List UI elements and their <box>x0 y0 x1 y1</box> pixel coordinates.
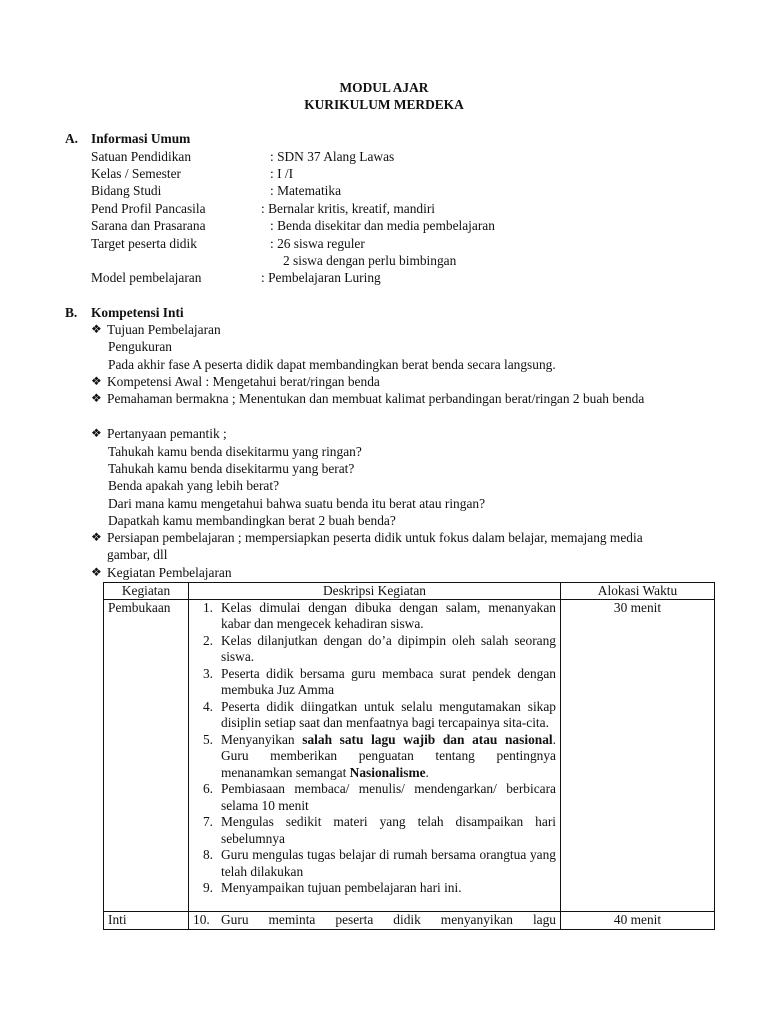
bullet-text: Persiapan pembelajaran ; mempersiapkan peserta didik untuk fokus dalam belajar, memajang media gambar, dll <box>107 530 643 563</box>
step-number: 7. <box>202 814 213 830</box>
step-text: Guru mengulas tugas belajar di rumah bersama orangtua yang telah dilakukan <box>221 847 556 879</box>
info-value: : I /I <box>270 166 294 181</box>
section-a-heading <box>65 130 190 147</box>
info-row-model <box>91 269 691 286</box>
step-text: Guru meminta peserta didik menyanyikan lagu <box>221 912 556 928</box>
info-label: Kelas / Semester <box>91 166 181 181</box>
section-a-letter: A. <box>65 131 79 146</box>
question-item: Benda apakah yang lebih berat? <box>108 478 280 493</box>
info-row-kelas <box>91 165 691 182</box>
step-text: Pembiasaan membaca/ menulis/ mendengarkan/ berbicara selama 10 menit <box>221 781 556 813</box>
step-item <box>193 633 556 665</box>
bullet-tujuan <box>91 321 691 338</box>
step-text: Mengulas sedikit materi yang telah disampaikan hari sebelumnya <box>221 814 556 846</box>
header-deskripsi: Deskripsi Kegiatan <box>189 583 561 600</box>
step-number: 2. <box>202 633 213 649</box>
step-text: Peserta didik diingatkan untuk selalu mengutamakan sikap disiplin setiap saat dan menfaatnya bagi tercapainya sita-cita. <box>221 699 556 731</box>
info-value: : Bernalar kritis, kreatif, mandiri <box>261 201 436 216</box>
step-item <box>193 732 556 781</box>
info-label: Sarana dan Prasarana <box>91 218 206 233</box>
step-number: 1. <box>202 600 213 616</box>
diamond-bullet-icon: ❖ <box>91 374 102 388</box>
step-item <box>193 814 556 846</box>
cell-alokasi: 40 menit <box>561 912 715 930</box>
step-item <box>193 880 556 896</box>
section-b-letter: B. <box>65 305 78 320</box>
info-row-sarana <box>91 217 691 234</box>
info-value: : Benda disekitar dan media pembelajaran <box>270 218 495 233</box>
section-b-title: Kompetensi Inti <box>91 305 184 320</box>
info-label: Model pembelajaran <box>91 270 202 285</box>
step-text: Kelas dimulai dengan dibuka dengan salam, menanyakan kabar dan mengecek kehadiran siswa. <box>221 600 556 632</box>
bullet-text: Pemahaman bermakna ; Menentukan dan membuat kalimat perbandingan berat/ringan 2 buah benda <box>107 391 645 406</box>
info-label: Target peserta didik <box>91 236 197 251</box>
info-value: : Matematika <box>270 183 342 198</box>
bullet-kegiatan <box>91 564 691 581</box>
bullet-pertanyaan <box>91 425 691 442</box>
step-number: 3. <box>202 666 213 682</box>
bullet-text: Tujuan Pembelajaran <box>107 322 221 337</box>
step-number: 10. <box>193 912 210 928</box>
bullet-kompetensi-awal <box>91 373 691 390</box>
question-item: Tahukah kamu benda disekitarmu yang ringan? <box>108 444 362 459</box>
info-value: : Pembelajaran Luring <box>261 270 381 285</box>
step-number: 8. <box>202 847 213 863</box>
cell-deskripsi <box>189 600 561 912</box>
info-row-profil <box>91 200 691 217</box>
step-item <box>193 781 556 813</box>
cell-kegiatan: Inti <box>104 912 189 930</box>
step-item <box>193 699 556 731</box>
step-text-bold: salah satu lagu wajib dan atau nasional <box>302 732 553 748</box>
header-alokasi: Alokasi Waktu <box>561 583 715 600</box>
section-a-title: Informasi Umum <box>91 131 191 146</box>
cell-deskripsi <box>189 912 561 930</box>
info-label: Satuan Pendidikan <box>91 149 192 164</box>
step-item <box>193 600 556 632</box>
cell-alokasi: 30 menit <box>561 600 715 912</box>
doc-subtitle: KURIKULUM MERDEKA <box>304 97 464 112</box>
info-value: : SDN 37 Alang Lawas <box>270 149 395 164</box>
step-item <box>193 666 556 698</box>
table-row-pembukaan <box>104 600 715 912</box>
info-value: : 26 siswa reguler <box>270 236 365 251</box>
step-text: Kelas dilanjutkan dengan do’a dipimpin oleh salah seorang siswa. <box>221 633 556 665</box>
step-list <box>193 912 556 928</box>
step-item <box>193 912 556 928</box>
cell-kegiatan: Pembukaan <box>104 600 189 912</box>
diamond-bullet-icon: ❖ <box>91 322 102 336</box>
step-number: 5. <box>202 732 213 748</box>
bullet-text: Kegiatan Pembelajaran <box>107 565 232 580</box>
question-item: Dari mana kamu mengetahui bahwa suatu benda itu berat atau ringan? <box>108 496 486 511</box>
step-text-mid: . Guru memberikan penguatan tentang pentingnya menanamkan semangat <box>221 732 556 780</box>
diamond-bullet-icon: ❖ <box>91 530 102 544</box>
bullet-text: Kompetensi Awal : Mengetahui berat/ringan benda <box>107 374 380 389</box>
info-row-target <box>91 235 691 252</box>
info-label: Pend Profil Pancasila <box>91 201 206 216</box>
tujuan-sub-heading: Pengukuran <box>108 339 172 354</box>
step-number: 6. <box>202 781 213 797</box>
question-item: Tahukah kamu benda disekitarmu yang berat? <box>108 461 355 476</box>
tujuan-description: Pada akhir fase A peserta didik dapat membandingkan berat benda secara langsung. <box>108 357 556 372</box>
kegiatan-table <box>103 582 715 930</box>
bullet-persiapan <box>91 529 683 564</box>
bullet-text: Pertanyaan pemantik ; <box>107 426 227 441</box>
table-header-row <box>104 583 715 600</box>
step-text-bold: Nasionalisme <box>349 764 426 780</box>
question-item: Dapatkah kamu membandingkan berat 2 buah benda? <box>108 513 396 528</box>
diamond-bullet-icon: ❖ <box>91 426 102 440</box>
step-text: Peserta didik bersama guru membaca surat pendek dengan membuka Juz Amma <box>221 666 556 698</box>
info-label: Bidang Studi <box>91 183 162 198</box>
info-row-target-2 <box>91 252 691 269</box>
diamond-bullet-icon: ❖ <box>91 391 102 405</box>
info-value: 2 siswa dengan perlu bimbingan <box>283 253 457 268</box>
section-b-heading <box>65 304 184 321</box>
step-number: 9. <box>202 880 213 896</box>
step-text: Menyampaikan tujuan pembelajaran hari ini. <box>221 880 462 896</box>
bullet-pemahaman <box>91 390 687 407</box>
doc-title: MODUL AJAR <box>339 80 429 95</box>
info-row-bidang <box>91 182 691 199</box>
diamond-bullet-icon: ❖ <box>91 565 102 579</box>
step-text-pre: Menyanyikan <box>221 732 303 748</box>
table-row-inti <box>104 912 715 930</box>
header-kegiatan: Kegiatan <box>104 583 189 600</box>
info-row-satuan <box>91 148 691 165</box>
step-text-post: . <box>425 764 429 780</box>
step-number: 4. <box>202 699 213 715</box>
step-item <box>193 847 556 879</box>
step-list <box>193 600 556 896</box>
